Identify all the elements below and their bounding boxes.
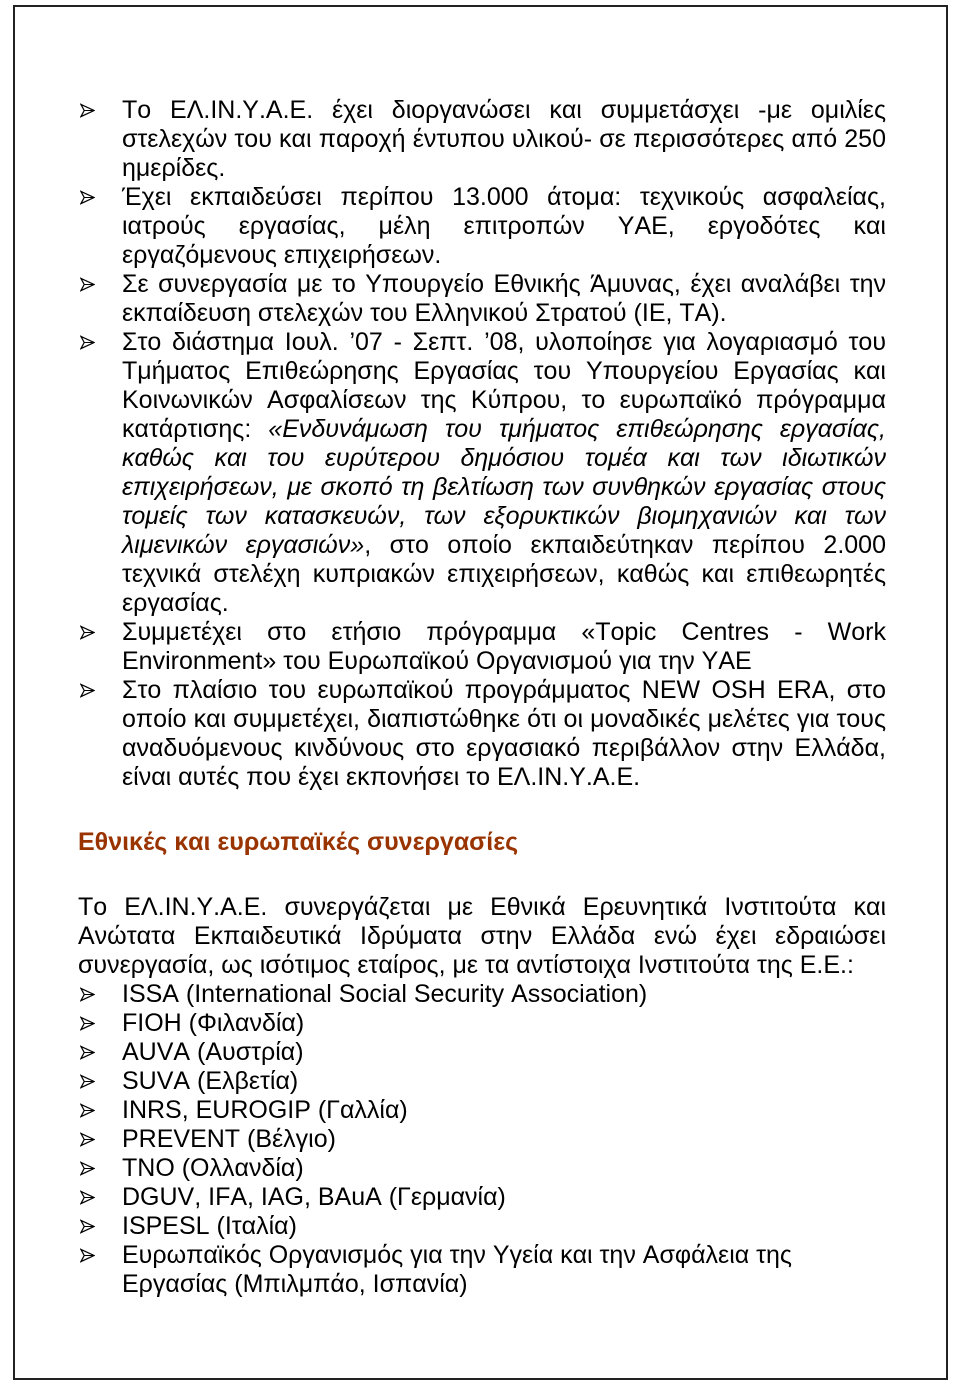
partner-item (78, 1154, 886, 1183)
bullet-item (78, 618, 886, 676)
bullet-item (78, 270, 886, 328)
partner-item (78, 1125, 886, 1154)
partner-name: INRS, EUROGIP (Γαλλία) (122, 1096, 408, 1124)
arrow-bullet-icon (80, 1016, 95, 1031)
bullet-item (78, 328, 886, 618)
bullet-text: Συμμετέχει στο ετήσιο πρόγραμμα «Topic Centres - Work Environment» του Ευρωπαϊκού Οργανισμού για την ΥΑΕ (122, 618, 886, 675)
section-heading: Εθνικές και ευρωπαϊκές συνεργασίες (78, 828, 519, 856)
partner-name: DGUV, IFA, IAG, BAuA (Γερμανία) (122, 1183, 506, 1211)
arrow-bullet-icon (80, 103, 95, 118)
partner-item (78, 1038, 886, 1067)
partner-item (78, 980, 886, 1009)
bullet-text (122, 328, 886, 617)
bullet-text: Έχει εκπαιδεύσει περίπου 13.000 άτομα: τεχνικούς ασφαλείας, ιατρούς εργασίας, μέλη επιτροπών ΥΑΕ, εργοδότες και εργαζόμενους επιχειρήσεων. (122, 183, 886, 269)
arrow-bullet-icon (80, 1074, 95, 1089)
arrow-bullet-icon (80, 1103, 95, 1118)
arrow-bullet-icon (80, 683, 95, 698)
partner-item (78, 1241, 886, 1299)
bullet-item (78, 676, 886, 792)
partner-item (78, 1067, 886, 1096)
partner-name: SUVA (Ελβετία) (122, 1067, 299, 1095)
partner-name: PREVENT (Βέλγιο) (122, 1125, 336, 1153)
bullet-text: Σε συνεργασία με το Υπουργείο Εθνικής Άμυνας, έχει αναλάβει την εκπαίδευση στελεχών του Ελληνικού Στρατού (ΙΕ, ΤΑ). (122, 270, 886, 327)
bullet-item (78, 183, 886, 270)
arrow-bullet-icon (80, 1219, 95, 1234)
arrow-bullet-icon (80, 277, 95, 292)
partner-item (78, 1183, 886, 1212)
partner-item (78, 1009, 886, 1038)
programme-title: «Ενδυνάμωση του τμήματος επιθεώρησης εργασίας, καθώς και του ευρύτερου δημόσιου τομέα και των ιδιωτικών επιχειρήσεων, με σκοπό τη βελτίωση των συνθηκών εργασίας στους τομείς των κατασκευών, των εξορυκτικών βιομηχανιών και των λιμενικών εργασιών» (122, 415, 886, 559)
partner-name: ISSA (International Social Security Association) (122, 980, 648, 1008)
arrow-bullet-icon (80, 190, 95, 205)
bullet-text-before: Στο διάστημα Ιουλ. ’07 - Σεπτ. ’08, υλοποίησε για λογαριασμό του Τμήματος Επιθεώρησης Εργασίας του Υπουργείου Εργασίας και Κοινωνικών Ασφαλίσεων της Κύπρου, το ευρωπαϊκό πρόγραμμα κατάρτισης: (122, 328, 886, 443)
partner-item (78, 1096, 886, 1125)
arrow-bullet-icon (80, 1190, 95, 1205)
partner-item (78, 1212, 886, 1241)
arrow-bullet-icon (80, 625, 95, 640)
partner-name: TNO (Ολλανδία) (122, 1154, 304, 1182)
bullet-text: Το ΕΛ.ΙΝ.Υ.Α.Ε. έχει διοργανώσει και συμμετάσχει -με ομιλίες στελεχών του και παροχή έντυπου υλικού- σε περισσότερες από 250 ημερίδες. (122, 96, 886, 182)
arrow-bullet-icon (80, 1161, 95, 1176)
document-content (78, 96, 886, 1299)
bullet-text-after: , στο οποίο εκπαιδεύτηκαν περίπου 2.000 τεχνικά στελέχη κυπριακών επιχειρήσεων, καθώς και επιθεωρητές εργασίας. (122, 531, 886, 617)
arrow-bullet-icon (80, 335, 95, 350)
intro-paragraph: Το ΕΛ.ΙΝ.Υ.Α.Ε. συνεργάζεται με Εθνικά Ερευνητικά Ινστιτούτα και Ανώτατα Εκπαιδευτικά Ιδρύματα στην Ελλάδα ενώ έχει εδραιώσει συνεργασία, ως ισότιμος εταίρος, με τα αντίστοιχα Ινστιτούτα της Ε.Ε.: (78, 893, 886, 979)
partner-name: FIOH (Φιλανδία) (122, 1009, 305, 1037)
bullet-item (78, 96, 886, 183)
arrow-bullet-icon (80, 987, 95, 1002)
partner-name: Ευρωπαϊκός Οργανισμός για την Υγεία και την Ασφάλεια της Εργασίας (Μπιλμπάο, Ισπανία) (122, 1241, 792, 1298)
partner-name: AUVA (Αυστρία) (122, 1038, 304, 1066)
arrow-bullet-icon (80, 1248, 95, 1263)
bullet-text: Στο πλαίσιο του ευρωπαϊκού προγράμματος NEW OSH ERA, στο οποίο και συμμετέχει, διαπιστώθηκε ότι οι μοναδικές μελέτες για τους αναδυόμενους κινδύνους στο εργασιακό περιβάλλον στην Ελλάδα, είναι αυτές που έχει εκπονήσει το ΕΛ.ΙΝ.Υ.Α.Ε. (122, 676, 886, 791)
arrow-bullet-icon (80, 1132, 95, 1147)
partner-list (78, 980, 886, 1299)
partner-name: ISPESL (Ιταλία) (122, 1212, 297, 1240)
arrow-bullet-icon (80, 1045, 95, 1060)
activity-bullet-list (78, 96, 886, 792)
